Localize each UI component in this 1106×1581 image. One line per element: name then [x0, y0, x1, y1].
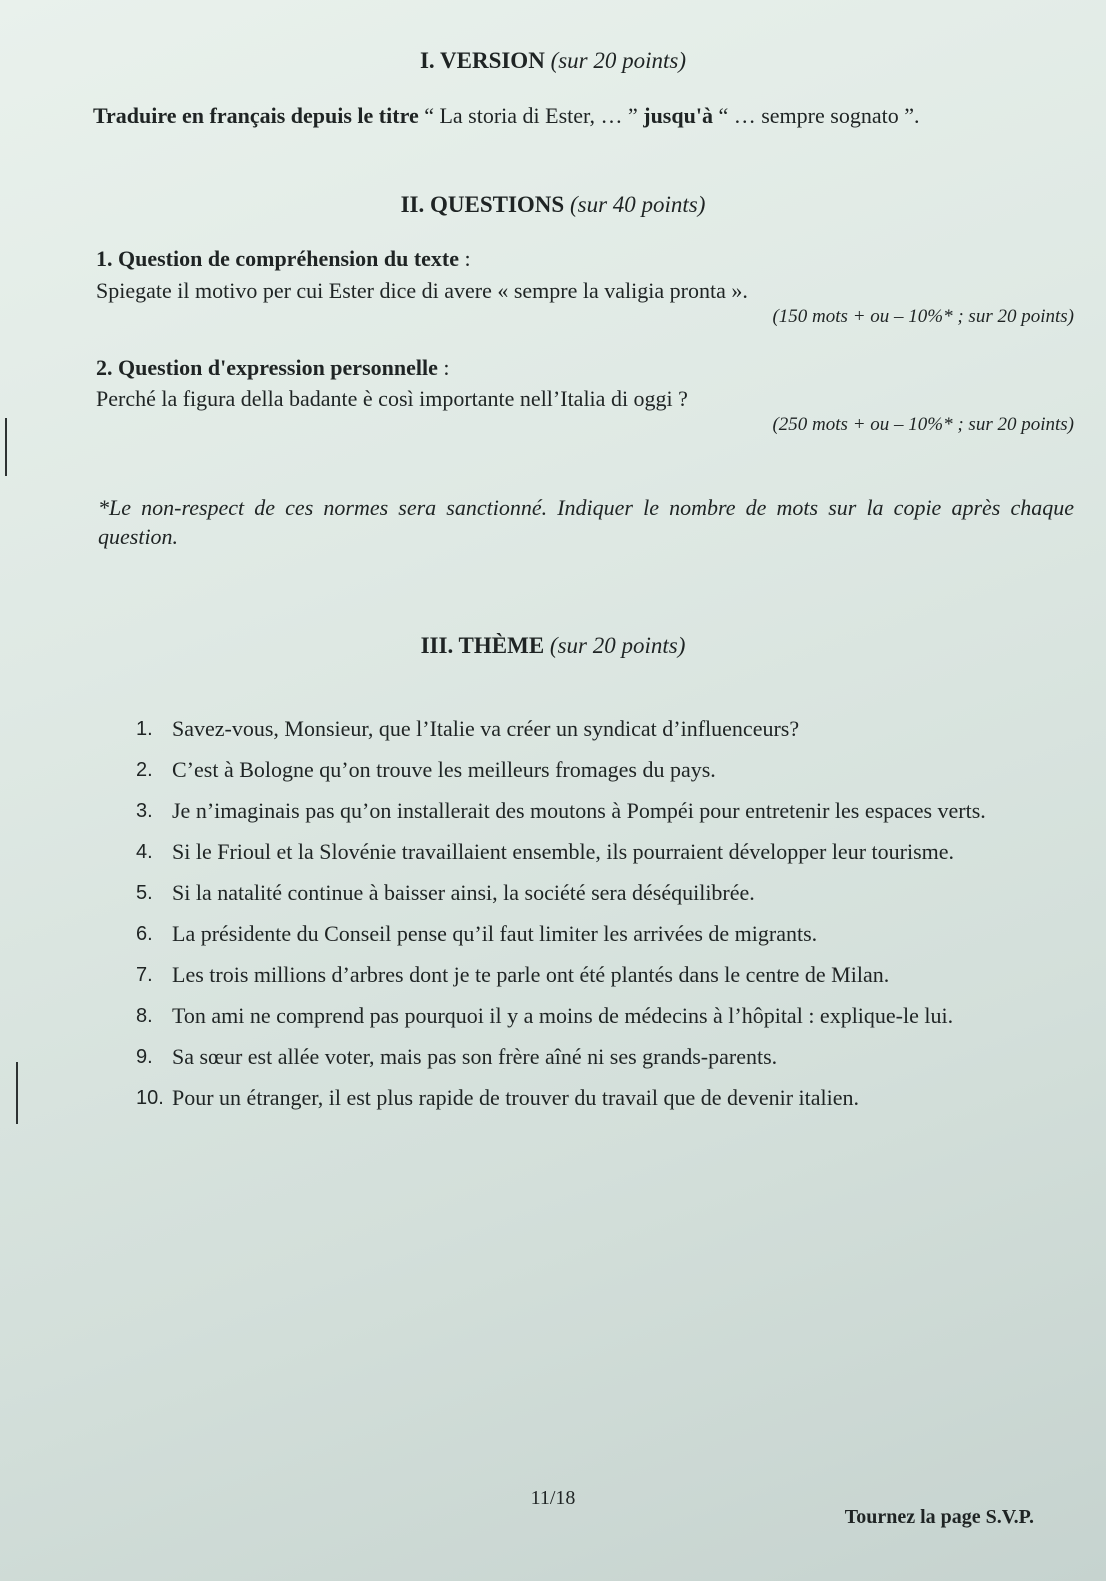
item-number: 10.	[136, 1087, 164, 1109]
question-1-title: 1. Question de compréhension du texte	[96, 246, 459, 271]
list-item	[136, 1085, 986, 1126]
instruction-mid-text: jusqu'à	[643, 103, 713, 128]
list-item	[136, 798, 986, 839]
section-theme-title: III. THÈME	[420, 633, 545, 658]
item-text: Savez-vous, Monsieur, que l’Italie va créer un syndicat d’influenceurs?	[172, 716, 800, 741]
item-text: Si la natalité continue à baisser ainsi, la société sera déséquilibrée.	[172, 880, 755, 905]
item-text: Sa sœur est allée voter, mais pas son frère aîné ni ses grands-parents.	[172, 1044, 778, 1069]
page-number: 11/18	[530, 1487, 576, 1509]
section-version-heading	[0, 48, 1106, 74]
item-text: Si le Frioul et la Slovénie travaillaient ensemble, ils pourraient développer leur tourisme.	[172, 839, 955, 864]
list-item	[136, 839, 986, 880]
margin-mark-bottom	[16, 1062, 18, 1124]
question-2-title: 2. Question d'expression personnelle	[96, 355, 438, 380]
list-item	[136, 716, 986, 757]
list-item	[136, 921, 986, 962]
item-number: 7.	[136, 964, 153, 986]
turn-page-note: Tournez la page S.V.P.	[844, 1506, 1034, 1528]
item-text: Pour un étranger, il est plus rapide de trouver du travail que de devenir italien.	[172, 1085, 860, 1110]
quote-start: “ La storia di Ester, … ”	[424, 103, 638, 128]
section-version-points: (sur 20 points)	[550, 48, 687, 73]
list-item	[136, 962, 986, 1003]
item-text: C’est à Bologne qu’on trouve les meilleurs fromages du pays.	[172, 757, 716, 782]
question-2-colon: :	[437, 355, 450, 380]
question-2-text: Perché la figura della badante è così importante nell’Italia di oggi ?	[96, 386, 688, 411]
quote-end: “ … sempre sognato ”.	[718, 103, 920, 128]
question-2-note: (250 mots + ou – 10%* ; sur 20 points)	[772, 414, 1074, 435]
footnote: *Le non-respect de ces normes sera sanctionné. Indiquer le nombre de mots sur la copie après chaque question.	[98, 495, 1074, 549]
item-number: 9.	[136, 1046, 153, 1068]
item-number: 2.	[136, 759, 153, 781]
section-theme-heading	[0, 633, 1106, 659]
item-text: Je n’imaginais pas qu’on installerait des moutons à Pompéi pour entretenir les espaces verts.	[172, 798, 986, 823]
question-2-heading	[96, 355, 449, 381]
list-item	[136, 757, 986, 798]
item-number: 4.	[136, 841, 153, 863]
section-questions-points: (sur 40 points)	[569, 192, 706, 217]
item-text: La présidente du Conseil pense qu’il faut limiter les arrivées de migrants.	[172, 921, 818, 946]
theme-sentence-list	[136, 716, 986, 1126]
list-item	[136, 1003, 986, 1044]
item-text: Ton ami ne comprend pas pourquoi il y a moins de médecins à l’hôpital : explique-le lui.	[172, 1003, 954, 1028]
section-questions-heading	[0, 192, 1106, 218]
version-instruction	[93, 103, 919, 129]
list-item	[136, 880, 986, 921]
list-item	[136, 1044, 986, 1085]
item-number: 5.	[136, 882, 153, 904]
item-number: 3.	[136, 800, 153, 822]
margin-mark-top	[5, 418, 7, 476]
item-text: Les trois millions d’arbres dont je te parle ont été plantés dans le centre de Milan.	[172, 962, 890, 987]
instruction-bold-text: Traduire en français depuis le titre	[93, 103, 419, 128]
section-questions-title: II. QUESTIONS	[400, 192, 565, 217]
section-theme-points: (sur 20 points)	[549, 633, 686, 658]
question-1-note: (150 mots + ou – 10%* ; sur 20 points)	[772, 306, 1074, 327]
question-1-text: Spiegate il motivo per cui Ester dice di avere « sempre la valigia pronta ».	[96, 278, 748, 303]
item-number: 8.	[136, 1005, 153, 1027]
question-1-heading	[96, 246, 471, 272]
question-1-colon: :	[459, 246, 471, 271]
item-number: 1.	[136, 718, 153, 740]
section-version-title: I. VERSION	[419, 48, 545, 73]
item-number: 6.	[136, 923, 153, 945]
